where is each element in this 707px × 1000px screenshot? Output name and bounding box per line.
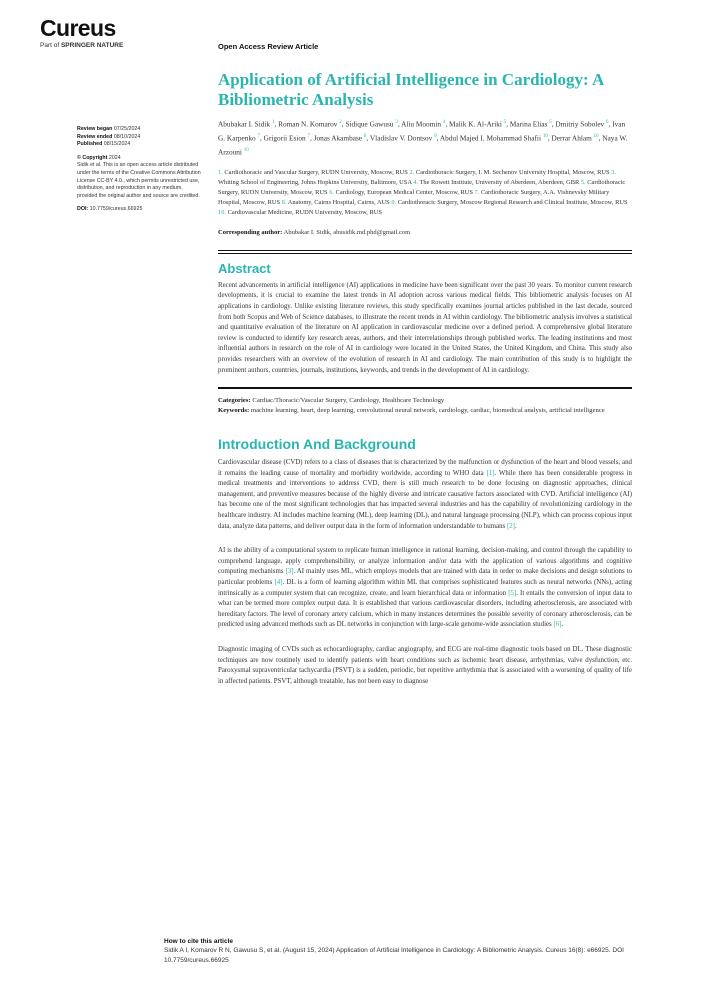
logo-sub-prefix: Part of bbox=[40, 42, 61, 49]
author-list: Abubakar I. Sidik $^1$, Roman N. Komarov $^2$, Sidique Gawusu $^3$, Aliu Moomin $^4$, Malik K. Al-Ariki $^5$, Marina Elias $^5$, Dmitriy Sobolev $^6$, Ivan G. Karpenko $^7$, Grigorii Esion $^7$, Jonas Akambase $^8$, Vladislav V. Dontsov $^9$, Abdul Majed I. Mohammad Shafii $^{10}$, Derrar Ahlam $^{10}$, Naya W. Arzouni $^{10}$ bbox=[218, 119, 628, 157]
logo-subtitle bbox=[40, 42, 123, 49]
categories-keywords bbox=[218, 396, 632, 416]
categories-text: Cardiac/Thoracic/Vascular Surgery, Cardiology, Healthcare Technology bbox=[252, 397, 445, 405]
author-affiliation-ref: 9 bbox=[434, 133, 437, 139]
affiliation-number: 5. bbox=[580, 178, 588, 186]
categories bbox=[218, 396, 632, 406]
paragraph-text: Cardiovascular disease (CVD) refers to a class of diseases that is characterized by the malfunction or dysfunction of the heart and blood vessels, and it remains the leading cause of mortality and morbidity worldwide, according to WHO data bbox=[218, 459, 632, 477]
affiliation-text: Cardiothoracic Surgery, RUDN University, Moscow, RUS bbox=[218, 178, 626, 196]
keywords-label: Keywords: bbox=[218, 407, 250, 415]
affiliation-text: Anatomy, Cairns Hospital, Cairns, AUS bbox=[287, 198, 392, 206]
logo-sub-brand: SPRINGER NATURE bbox=[60, 42, 124, 49]
author-affiliation-ref: 6 bbox=[606, 120, 609, 125]
author-name: Grigorii Esion bbox=[263, 133, 308, 143]
logo-wordmark: Cureus bbox=[40, 15, 116, 41]
review-ended bbox=[77, 134, 202, 142]
citation-link[interactable]: [4] bbox=[274, 579, 283, 587]
affiliation-number: 3. bbox=[611, 168, 616, 176]
review-began bbox=[77, 126, 202, 134]
citation-link[interactable]: [6] bbox=[553, 621, 562, 629]
author-affiliation-ref: 10 bbox=[593, 133, 599, 139]
author-name: Dmitriy Sobolev bbox=[555, 119, 607, 129]
affiliation-text: Cardiothoracic Surgery, A.A. Vishnevsky Military Hospital, Moscow, RUS bbox=[218, 188, 610, 206]
corresponding-text: Abubakar I. Sidik, abusidik.md.phd@gmail.com bbox=[283, 228, 411, 236]
affiliation-text: Cardiothoracic and Vascular Surgery, RUDN University, Moscow, RUS bbox=[224, 168, 410, 176]
article-title: Application of Artificial Intelligence in Cardiology: A Bibliometric Analysis bbox=[218, 70, 604, 109]
paragraph-text: AI is the ability of a computational system to replicate human intelligence in rational learning, decision-making, and control through the capability to comprehend language, apply comprehensibility, or analyze information and/or data with the application of various algorithms and cognitive computing mechanisms bbox=[218, 547, 632, 576]
author-name: Ivan G. Karpenko bbox=[218, 119, 626, 143]
affiliation-number: 7. bbox=[474, 188, 481, 196]
published bbox=[77, 141, 202, 149]
author-affiliation-ref: 1 bbox=[271, 120, 275, 125]
citation-footer bbox=[164, 937, 680, 965]
author-name: Marina Elias bbox=[509, 119, 550, 129]
abstract-heading: Abstract bbox=[218, 260, 271, 276]
citation-heading: How to cite this article bbox=[164, 938, 233, 945]
keywords bbox=[218, 406, 632, 416]
review-ended-date: 08/10/2024 bbox=[113, 133, 141, 140]
affiliation-text: Cardiothoracic Surgery, Moscow Regional Research and Clinical Institute, Moscow, RUS bbox=[397, 198, 628, 206]
article-type: Open Access Review Article bbox=[218, 42, 319, 51]
author-affiliation-ref: 5 bbox=[549, 120, 552, 125]
author-name: Malik K. Al-Ariki bbox=[449, 119, 504, 129]
affiliation-text: Cardiology, European Medical Center, Moscow, RUS bbox=[335, 188, 475, 196]
author-name: Jonas Akambase bbox=[313, 133, 364, 143]
paragraph-text: . While there has been considerable progress in medical treatments and interventions to address CVD, there is still much research to be done focusing on diagnostic approaches, clinical management, and preventive measures because of the highly diverse and intricate causative factors associated with CVD. Artificial intelligence (AI) has become one of the most significant technologies that has impacted several industries and has the capability of revolutionizing cardiology in the healthcare industry. AI includes machine learning (ML), deep learning (DL), and natural language processing (NLP), which can process copious input data, analyze data patterns, and deliver output data in the form of information understandable to humans bbox=[218, 469, 632, 530]
sidebar bbox=[77, 126, 202, 214]
author-affiliation-ref: 4 bbox=[442, 120, 446, 125]
keywords-text: machine learning, heart, deep learning, convolutional neural network, cardiology, cardiac, biomedical analysis, artificial intelligence bbox=[250, 407, 605, 415]
doi-label: DOI: bbox=[77, 206, 89, 213]
copyright-year: 2024 bbox=[108, 154, 121, 161]
author-affiliation-ref: 10 bbox=[243, 147, 249, 153]
author-affiliation-ref: 3 bbox=[395, 120, 398, 125]
corresponding-label: Corresponding author: bbox=[218, 228, 283, 236]
affiliation-list bbox=[218, 168, 632, 218]
review-began-date: 07/25/2024 bbox=[113, 126, 141, 132]
citation-link[interactable]: [3] bbox=[285, 568, 294, 576]
author-affiliation-ref: 5 bbox=[503, 120, 507, 125]
affiliation-number: 10. bbox=[218, 208, 228, 216]
paragraph-text: . bbox=[514, 522, 517, 530]
categories-label: Categories: bbox=[218, 397, 251, 405]
author-name: Abdul Majed I. Mohammad Shafii bbox=[439, 133, 543, 143]
affiliation-text: Whiting School of Engineering, Johns Hopkins University, Baltimore, USA bbox=[218, 178, 414, 186]
author-affiliation-ref: 2 bbox=[339, 120, 342, 125]
author-affiliation-ref: 7 bbox=[307, 133, 310, 139]
author-affiliation-ref: 8 bbox=[363, 133, 367, 139]
intro-paragraph-1 bbox=[218, 458, 632, 532]
author-name: Vladislav V. Dontsov bbox=[369, 133, 435, 143]
license-text: Sidik et al. This is an open access article distributed under the terms of the Creative Commons Attribution License CC-BY 4.0., which permits unrestricted use, distribution, and reproduction in any medium, provided the original author and source are credited. bbox=[77, 162, 201, 199]
author-name: Abubakar I. Sidik bbox=[218, 119, 272, 129]
affiliation-number: 4. bbox=[413, 178, 420, 186]
main-content bbox=[218, 117, 632, 687]
author-name: Derrar Ahlam bbox=[551, 133, 594, 143]
copyright-label: © Copyright bbox=[77, 154, 108, 161]
divider bbox=[218, 387, 632, 389]
corresponding-author bbox=[218, 229, 632, 236]
author-name: Naya W. Arzouni bbox=[218, 133, 628, 157]
intro-paragraph-3: Diagnostic imaging of CVDs such as echocardiography, cardiac angiography, and ECG are real-time diagnostic tools based on DL. These diagnostic techniques are now routinely used to identify patients with heart conditions such as ischemic heart disease, arrhythmias, valve dysfunction, etc. Paroxysmal supraventricular tachycardia (PSVT) is a sudden, periodic, but repetitive arrhythmia that is associated with a worsening of quality of life in affected patients. PSVT, although treatable, has not been easy to diagnose bbox=[218, 646, 632, 685]
citation-text: Sidik A I, Komarov R N, Gawusu S, et al. (August 15, 2024) Application of Artificial Intelligence in Cardiology: A Bibliometric Analysis. Cureus 16(8): e66925. DOI 10.7759/cureus.66925 bbox=[164, 947, 624, 964]
published-label: Published bbox=[77, 141, 103, 148]
copyright bbox=[77, 155, 202, 163]
intro-heading: Introduction And Background bbox=[218, 436, 416, 453]
author-affiliation-ref: 10 bbox=[542, 133, 548, 139]
citation-link[interactable]: [1] bbox=[486, 469, 495, 477]
author-name: Sidique Gawusu bbox=[345, 119, 396, 129]
paragraph-text: . bbox=[561, 621, 564, 629]
citation-link[interactable]: [2] bbox=[506, 522, 515, 530]
paragraph-text: . It entails the conversion of input data to what can be termed more complex output data. It is established that various cardiovascular disorders, including atherosclerosis, are associated with hereditary factors. The level of coronary artery calcium, which in many instances determines the possible severity of coronary atherosclerosis, can be predicted using advanced methods such as DL networks in conjunction with large-scale genome-wide association studies bbox=[218, 589, 633, 629]
citation-link[interactable]: [5] bbox=[508, 589, 517, 597]
paragraph-text: . DL is a form of learning algorithm within ML that comprises sophisticated features such as neural networks (NNs), acting intrinsically as a computer system that can recognize, create, and learn hierarchical data or information bbox=[218, 579, 632, 597]
review-began-label: Review began bbox=[77, 126, 113, 132]
published-date: 08/15/2024 bbox=[103, 141, 131, 148]
affiliation-text: The Rowett Institute, University of Aberdeen, Aberdeen, GBR bbox=[419, 178, 581, 186]
divider bbox=[218, 250, 632, 254]
review-ended-label: Review ended bbox=[77, 133, 113, 140]
affiliation-text: Cardiothoracic Surgery, I. M. Sechenov University Hospital, Moscow, RUS bbox=[415, 168, 612, 176]
author-name: Aliu Moomin bbox=[401, 119, 443, 129]
intro-paragraph-2 bbox=[218, 546, 632, 631]
affiliation-number: 8. bbox=[281, 198, 288, 206]
abstract-text: Recent advancements in artificial intelligence (AI) applications in medicine have been significant over the past 30 years. To monitor current research developments, it is crucial to examine the latest trends in AI adoption across various medical fields. This bibliometric analysis focuses on AI applications in cardiology. Unlike existing literature reviews, this study specifically examines journal articles published in the last decade, sourced from both Scopus and Web of Science databases, to illustrate the recent trends in AI within cardiology. The bibliometric analysis involves a statistical and quantitative evaluation of the literature on AI application in cardiovascular medicine over a defined period. A comprehensive global literature review is conducted to identify key research areas, authors, and their interrelationships through published works. The leading institutions and most influential authors in research on the role of AI in cardiology were located in the United States, the United Kingdom, and China. This study also provides researchers with an overview of the evolution of research in AI and cardiology. The main contribution of this study is to highlight the prominent authors, countries, journals, institutions, keywords, and trends in the development of AI in cardiology. bbox=[218, 281, 632, 374]
doi-link[interactable]: 10.7759/cureus.66925 bbox=[89, 206, 143, 213]
author-affiliation-ref: 7 bbox=[257, 133, 261, 139]
doi bbox=[77, 206, 202, 214]
affiliation-number: 2. bbox=[409, 168, 416, 176]
paragraph-text: . AI mainly uses ML, which employs models that are trained with data in order to make decisions and design solutions to particular problems bbox=[218, 568, 632, 587]
affiliation-number: 9. bbox=[391, 198, 398, 206]
publisher-logo bbox=[40, 16, 123, 49]
affiliation-text: Cardiovascular Medicine, RUDN University, Moscow, RUS bbox=[227, 208, 382, 216]
author-name: Roman N. Komarov bbox=[278, 119, 340, 129]
affiliation-number: 6. bbox=[329, 188, 336, 196]
affiliation-number: 1. bbox=[218, 168, 225, 176]
